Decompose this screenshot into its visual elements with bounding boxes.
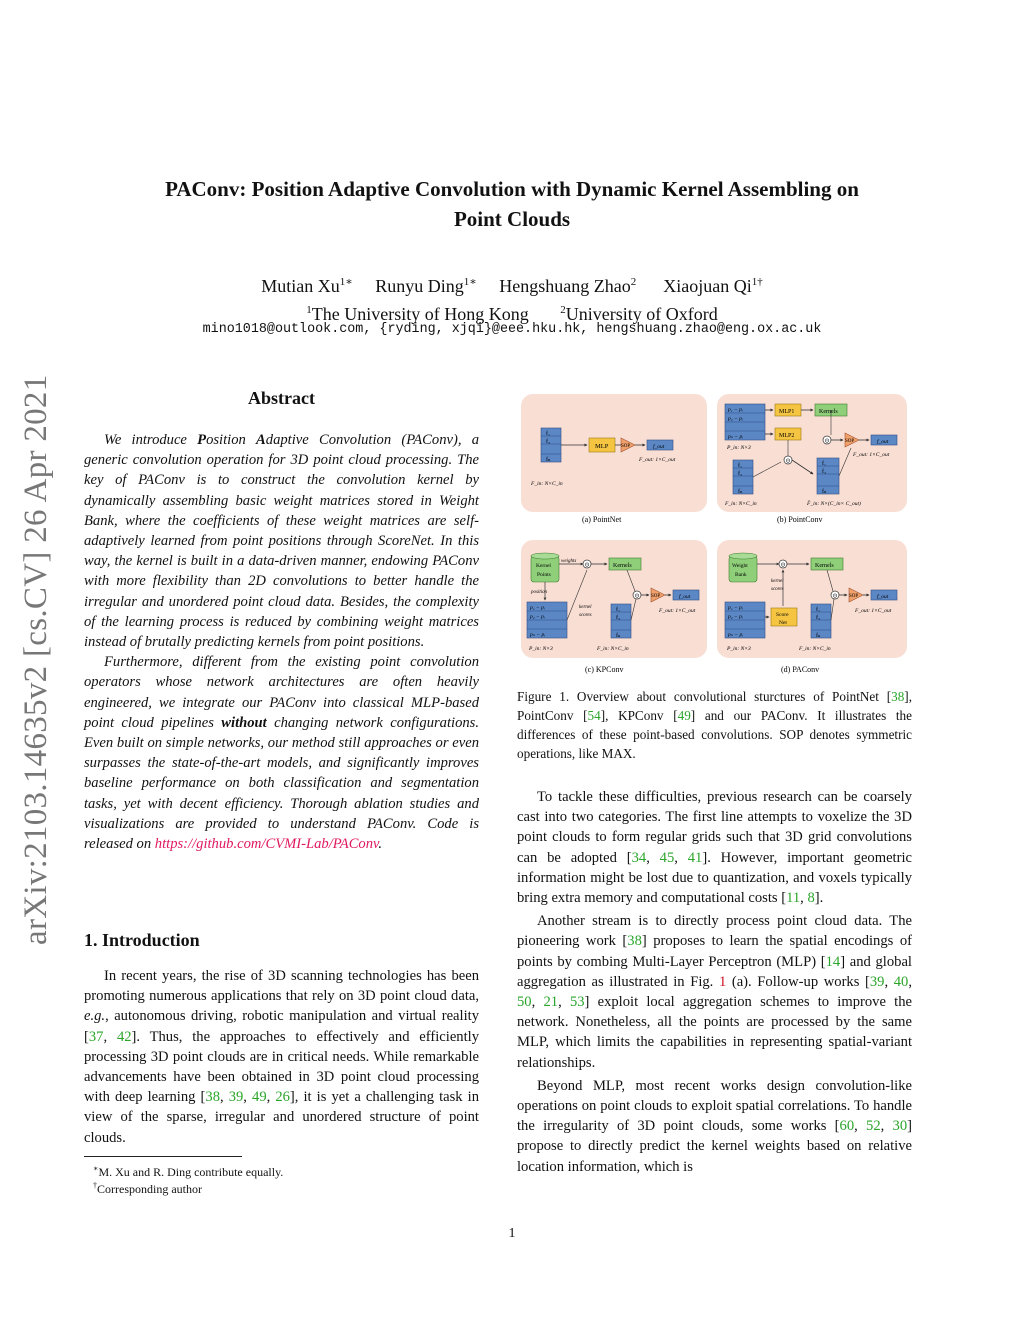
body-text: ].: [814, 890, 824, 907]
body-text: Beyond MLP, most recent works design convolution-like operations on point clouds to exploit spatial correlations. To handle the irregularity of 3D point clouds, some works [: [517, 1077, 912, 1135]
fin-dim-label-c: F_in: N×C_in: [597, 646, 629, 652]
abstract-bold-p: P: [197, 432, 207, 448]
pin-dim-label-c: P_in: N×3: [529, 646, 553, 652]
position-p2-label: p₂ − pᵢ: [728, 416, 743, 422]
body-text: ] exploit local aggregation schemes to improve the network. Nonetheless, all the points are processed by the same MLP, which limits the capabilities in representing spatial-variant relationships.: [517, 994, 912, 1071]
feature-f1-label: f₁: [546, 431, 551, 437]
citation[interactable]: 21: [543, 994, 559, 1011]
abstract-bold-without: without: [221, 714, 267, 731]
position-pn-label-d: pₙ − pᵢ: [728, 632, 744, 638]
author-block: [80, 270, 944, 326]
abstract-text: changing network configurations. Even built on simple networks, our method still approaches or even surpasses the state-of-the-art models, and significantly improves baseline performance on both classification and segmentation tasks, yet with decent efficiency. Thorough ablation studies and visualizations are provided to understand PAConv. Code is released on: [84, 714, 479, 853]
kernel-points-label-1: Kernel: [536, 563, 551, 569]
weight-bank-label-2: Bank: [735, 572, 747, 578]
citation[interactable]: 52: [866, 1118, 881, 1135]
subcaption-a: (a) PointNet: [582, 515, 622, 524]
citation[interactable]: 40: [893, 973, 909, 990]
footnote-1-text: M. Xu and R. Ding contribute equally.: [98, 1165, 284, 1179]
figure-1-caption: [517, 687, 912, 763]
panel-paconv: [717, 540, 907, 674]
paper-title: [80, 174, 944, 234]
citation[interactable]: 26: [275, 1089, 290, 1106]
panel-kpconv: [521, 540, 707, 674]
feature-stack-b-hat: [817, 458, 839, 495]
position-p1-label-d: p₁ − pᵢ: [728, 605, 743, 611]
right-column-body: [517, 787, 912, 1177]
citation[interactable]: 54: [587, 708, 601, 723]
sop-label: SOP: [621, 444, 631, 449]
affiliation-2: University of Oxford: [565, 304, 718, 324]
author-1: Mutian Xu: [261, 276, 340, 296]
fout-dim-label-c: F_out: 1×C_out: [659, 608, 696, 614]
fout-dim-label: F_out: 1×C_out: [639, 457, 676, 463]
citation[interactable]: 8: [807, 890, 815, 907]
author-2: Runyu Ding: [375, 276, 464, 296]
feature-f1-label-c: f₁: [616, 607, 621, 613]
intro-eg: e.g.: [84, 1008, 106, 1025]
affiliation-1-mark: 1: [306, 304, 312, 316]
kernel-scores-label-c-2: scores: [579, 613, 592, 618]
author-names: [80, 270, 944, 298]
weight-bank-cylinder: [729, 556, 757, 582]
body-text: (a). Follow-up works [: [726, 973, 870, 990]
abstract-text: Furthermore, different from the existing point convolution operators whose network architectures are often heavily engineered, we integrate our PAConv into classical MLP-based point cloud pipelines: [84, 654, 479, 731]
sop-label-d: SOP: [849, 594, 859, 599]
citation[interactable]: 39: [869, 973, 885, 990]
kernel-points-label-2: Points: [537, 572, 551, 578]
caption-text: ] and our PAConv. It illustrates the differences of these point-based convolutions. SOP denotes symmetric operations, like MAX.: [517, 708, 913, 761]
pin-dim-label-b: P_in: N×3: [727, 445, 751, 451]
code-link[interactable]: https://github.com/CVMI-Lab/PAConv: [154, 836, 379, 853]
position-stack-c: [527, 602, 567, 638]
affiliation-1: The University of Hong Kong: [311, 304, 529, 324]
multiply-symbol-b2: ⊙: [785, 458, 791, 465]
position-label-c: position: [531, 590, 548, 595]
caption-text: ], KPConv [: [600, 708, 678, 723]
feature-f1-label-d: f₁: [816, 607, 821, 613]
feature-fn-label: fₙ: [546, 457, 551, 463]
footnote-rule: [84, 1156, 242, 1157]
feature-f1-label-b: f₁: [738, 463, 743, 469]
position-p2-label-c: p₂ − pᵢ: [530, 614, 545, 620]
feature-stack-b: [733, 460, 753, 495]
pin-dim-label-d: P_in: N×3: [727, 646, 751, 652]
fin-dim-label: F_in: N×C_in: [531, 481, 563, 487]
citation[interactable]: 42: [116, 1028, 132, 1045]
introduction-heading: 1. Introduction: [84, 930, 200, 950]
abstract-text: osition: [206, 432, 257, 448]
multiply-symbol-d2: ⊙: [832, 593, 838, 600]
subcaption-c: (c) KPConv: [585, 665, 624, 674]
kernel-scores-label-d-2: scores: [771, 587, 784, 592]
body-text: ] proposes to learn the spatial encodings of points by combing Multi-Layer Perceptron (MLP) [: [517, 933, 912, 970]
kernels-label-d: Kernels: [815, 563, 834, 569]
score-net-label-1: Score: [776, 612, 789, 618]
subcaption-b: (b) PointConv: [777, 515, 823, 524]
intro-text: ]. Thus, the approaches to effectively and efficiently processing 3D point clouds are in critical needs. While remarkable advancements have been obtained in 3D point cloud processing with deep learning [: [84, 1028, 479, 1106]
citation[interactable]: 30: [892, 1118, 908, 1135]
sop-label-c: SOP: [651, 594, 661, 599]
feature-hat-f2-label: f₂: [822, 469, 827, 475]
score-net-label-2: Net: [779, 620, 787, 626]
citation[interactable]: 50: [517, 994, 532, 1011]
position-stack-d: [725, 602, 765, 638]
intro-text: In recent years, the rise of 3D scanning technologies has been promoting numerous applications that rely on 3D point cloud data,: [84, 968, 479, 1005]
abstract-body: [84, 430, 479, 854]
caption-text: ], PointConv [: [517, 689, 912, 723]
fin-dim-label-b: F_in: N×C_in: [725, 501, 757, 507]
feature-stack-c: [611, 604, 631, 639]
introduction-body: [84, 966, 479, 1148]
position-p1-label: p₁ − pᵢ: [728, 407, 743, 413]
feature-f2-label-d: f₂: [816, 615, 821, 621]
feature-hat-fn-label: fₙ: [822, 489, 827, 495]
footnote-2-text: Corresponding author: [97, 1182, 202, 1196]
position-pn-label-c: pₙ − pᵢ: [530, 632, 546, 638]
figure-reference[interactable]: 1: [718, 973, 727, 990]
footnote-2-mark: †: [93, 1181, 97, 1190]
author-emails: mino1018@outlook.com, {ryding, xjqi}@eee.hku.hk, hengshuang.zhao@eng.ox.ac.uk: [202, 322, 822, 337]
position-stack-b: [725, 404, 765, 440]
multiply-symbol-c2: ⊙: [634, 593, 640, 600]
citation[interactable]: 37: [88, 1028, 104, 1045]
fout-label-c: f_out: [679, 594, 691, 600]
fout-label-d: f_out: [877, 594, 889, 600]
author-2-mark: 1∗: [463, 276, 477, 288]
right-paragraph-3: Beyond MLP, most recent works design convolution-like operations on point clouds to exploit spatial correlations. To handle the irregularity of 3D point clouds, some works [60, 52, 30] propose to directly predict the kernel weights based on relative location information, which is: [517, 1077, 913, 1175]
intro-paragraph-1: In recent years, the rise of 3D scanning technologies has been promoting numerous applications that rely on 3D point cloud data, e.g., autonomous driving, robotic manipulation and virtual reality [37, 42]. Thus, the approaches to effectively and efficiently processing 3D point clouds are in critical needs. While remarkable advancements have been obtained in 3D point cloud processing with deep learning [38, 39, 49, 26], it is yet a challenging task in view of the sparse, irregular and unordered structure of point clouds.: [84, 968, 480, 1146]
citation[interactable]: 38: [891, 689, 905, 704]
feature-f2-label-b: f₂: [738, 471, 743, 477]
weight-bank-label-1: Weight: [732, 563, 748, 569]
kernels-label-c: Kernels: [613, 563, 632, 569]
fin-dim-label-d: F_in: N×C_in: [799, 646, 831, 652]
feature-hat-f1-label: f₁: [822, 461, 827, 467]
page-number: 1: [508, 1226, 516, 1241]
abstract-heading: Abstract: [248, 388, 315, 408]
author-4: Xiaojuan Qi: [663, 276, 752, 296]
body-text: ] and global aggregation as illustrated in Fig.: [517, 953, 912, 990]
abstract-text: .: [378, 836, 383, 853]
intro-text: ], it is yet a challenging task in view of the sparse, irregular and unordered structure of point clouds.: [84, 1089, 480, 1146]
kernel-points-cylinder: [531, 556, 559, 582]
feature-f2-label-c: f₂: [616, 615, 621, 621]
weights-label: weights: [561, 559, 577, 564]
fout-label-b: f_out: [877, 439, 889, 445]
arxiv-side-label: arXiv:2103.14635v2 [cs.CV] 26 Apr 2021: [18, 374, 54, 945]
fout-dim-label-b: F_out: 1×C_out: [853, 452, 890, 458]
citation[interactable]: 39: [228, 1089, 244, 1106]
citation[interactable]: 60: [839, 1118, 855, 1135]
intro-text: , autonomous driving, robotic manipulation and virtual reality [: [84, 1008, 479, 1045]
right-paragraph-1: To tackle these difficulties, previous research can be coarsely cast into two categories. The first line attempts to voxelize the 3D point clouds to form regular grids such that 3D grid convolutions can be adopted [34, 45, 41]. However, important geometric information might be lost due to quantization, and voxels typically bring extra memory and computational costs [11, 8].: [517, 789, 912, 907]
body-text: ] propose to directly predict the kernel weights based on relative location information, which is: [517, 1118, 913, 1175]
author-3-mark: 2: [630, 276, 637, 288]
abstract-bold-a: A: [256, 432, 266, 448]
footnote-1-mark: ∗: [93, 1164, 99, 1173]
body-text: To tackle these difficulties, previous research can be coarsely cast into two categories. The first line attempts to voxelize the 3D point clouds to form regular grids such that 3D grid convolutions can be adopted [: [517, 789, 912, 866]
citation[interactable]: 45: [659, 849, 675, 866]
feature-f2-label: f₂: [546, 439, 551, 445]
figure-1: [517, 392, 912, 680]
citation[interactable]: 49: [252, 1089, 267, 1106]
author-4-mark: 1†: [751, 276, 763, 288]
fin-hat-dim-label: F̂_in: N×(C_in× C_out): [807, 501, 861, 507]
fout-label: f_out: [653, 444, 665, 450]
abstract-text: daptive Convolution (PAConv), a generic convolution operation for 3D point cloud processing. The key of PAConv is to construct the convolution kernel by dynamically assembling basic weight matrices stored in Weight Bank, where the coefficients of these weight matrices are self-adaptively learned from point positions through ScoreNet. In this way, the kernel is built in a data-driven manner, endowing PAConv with more flexibility than 2D convolutions to better handle the irregular and unordered point cloud data. Besides, the complexity of the learning process is reduced by combining weight matrices instead of brutally predicting kernels from point positions.: [84, 432, 479, 651]
mlp-label: MLP: [595, 443, 609, 450]
position-p2-label-d: p₂ − pᵢ: [728, 614, 743, 620]
footnote-2: [84, 1178, 202, 1197]
position-pn-label: pₙ − pᵢ: [728, 434, 744, 440]
author-3: Hengshuang Zhao: [499, 276, 631, 296]
citation[interactable]: 53: [569, 994, 585, 1011]
affiliation-2-mark: 2: [560, 304, 566, 316]
feature-fn-label-d: fₙ: [816, 633, 821, 639]
panel-pointconv: [717, 394, 907, 524]
citation[interactable]: 49: [677, 708, 691, 723]
author-1-mark: 1∗: [339, 276, 353, 288]
citation[interactable]: 14: [825, 953, 841, 970]
citation[interactable]: 41: [687, 849, 703, 866]
sop-label-b: SOP: [845, 439, 855, 444]
feature-stack-d: [811, 604, 831, 639]
position-p1-label-c: p₁ − pᵢ: [530, 605, 545, 611]
title-line-1: PAConv: Position Adaptive Convolution with Dynamic Kernel Assembling on: [165, 177, 859, 201]
feature-stack-a: [541, 428, 561, 463]
abstract-paragraph-2: [84, 652, 479, 854]
abstract-paragraph-1: [84, 430, 479, 652]
feature-fn-label-b: fₙ: [738, 489, 743, 495]
mlp2-label: MLP2: [779, 433, 795, 439]
multiply-symbol-d: ⊙: [780, 562, 786, 569]
caption-text: Figure 1. Overview about convolutional sturctures of PointNet [: [517, 689, 892, 704]
citation[interactable]: 11: [786, 890, 801, 907]
mlp1-label: MLP1: [779, 409, 795, 415]
feature-fn-label-c: fₙ: [616, 633, 621, 639]
body-text: ]. However, important geometric information might be lost due to quantization, and voxels typically bring extra memory and computational costs [: [517, 849, 912, 907]
fout-dim-label-d: F_out: 1×C_out: [855, 608, 892, 614]
citation[interactable]: 38: [205, 1089, 220, 1106]
multiply-symbol-b: ⊙: [824, 438, 830, 445]
kernels-label-b: Kernels: [819, 409, 838, 415]
body-text: Another stream is to directly process point cloud data. The pioneering work [: [517, 913, 912, 950]
abstract-text: We introduce: [104, 432, 198, 448]
kernel-scores-label-c-1: kernel: [579, 605, 592, 610]
citation[interactable]: 38: [627, 933, 642, 950]
citation[interactable]: 34: [631, 849, 647, 866]
subcaption-d: (d) PAConv: [781, 665, 820, 674]
kernel-scores-label-d-1: kernel: [771, 579, 784, 584]
title-line-2: Point Clouds: [453, 207, 571, 231]
right-paragraph-2: Another stream is to directly process point cloud data. The pioneering work [38] proposes to learn the spatial encodings of points by combing Multi-Layer Perceptron (MLP) [14] and global aggregation as illustrated in Fig. 1 (a). Follow-up works [39, 40, 50, 21, 53] exploit local aggregation schemes to improve the network. Nonetheless, all the points are processed by the same MLP, which limits the capabilities in representing spatial-variant relationships.: [517, 913, 912, 1071]
panel-pointnet: [521, 394, 707, 524]
multiply-symbol-c: ⊙: [584, 562, 590, 569]
